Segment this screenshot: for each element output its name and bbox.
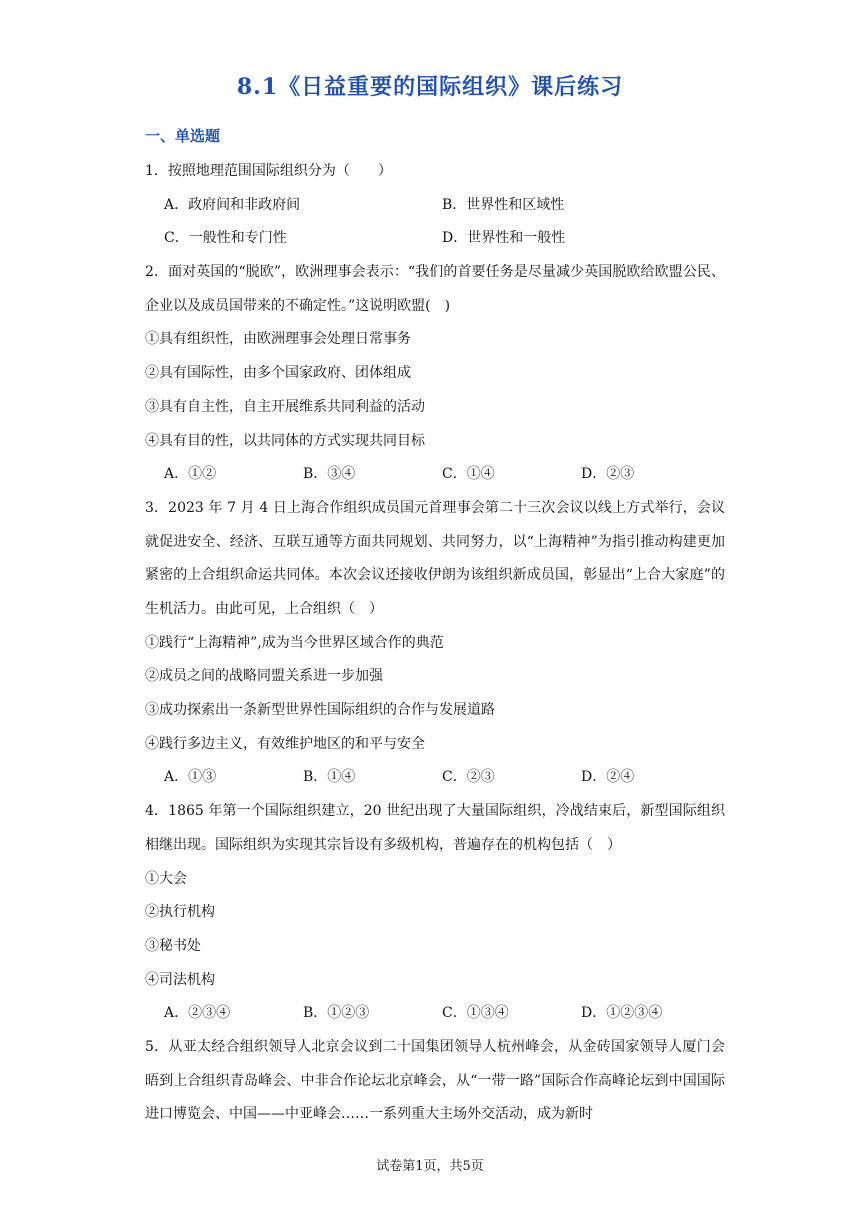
option-b: B．①④ xyxy=(303,769,356,786)
option-c: C．一般性和专门性 xyxy=(164,230,287,247)
statement-item: ③具有自主性，自主开展维系共同利益的活动 xyxy=(145,398,425,415)
option-d: D．②③ xyxy=(581,466,635,483)
option-c: C．①④ xyxy=(442,466,495,483)
option-c: C．②③ xyxy=(442,769,495,786)
section-heading: 一、单选题 xyxy=(145,127,221,145)
option-c: C．①③④ xyxy=(442,1005,509,1022)
statement-item: ④践行多边主义，有效维护地区的和平与安全 xyxy=(145,735,425,752)
option-b: B．①②③ xyxy=(303,1005,370,1022)
statement-item: ④具有目的性，以共同体的方式实现共同目标 xyxy=(145,432,425,449)
option-d: D．世界性和一般性 xyxy=(442,230,566,247)
statement-item: ③成功探索出一条新型世界性国际组织的合作与发展道路 xyxy=(145,702,495,719)
option-row xyxy=(145,458,725,492)
option-a: A．①③ xyxy=(164,769,217,786)
option-a: A．②③④ xyxy=(164,1005,231,1022)
statement-item: ①大会 xyxy=(145,870,187,887)
option-row xyxy=(145,997,725,1031)
page-footer: 试卷第1页，共5页 xyxy=(376,1159,484,1174)
question-stem: 3．2023 年 7 月 4 日上海合作组织成员国元首理事会第二十三次会议以线上方式举行，会议就促进安全、经济、互联互通等方面共同规划、共同努力，以“上海精神”为指引推动构建更加紧密的上合组织命运共同体。本次会议还接收伊朗为该组织新成员国，彰显出“上合大家庭”的生机活力。由此可见，上合组织（ ） xyxy=(145,499,725,618)
question-stem: 4．1865 年第一个国际组织建立，20 世纪出现了大量国际组织，冷战结束后，新型国际组织相继出现。国际组织为实现其宗旨设有多级机构，普遍存在的机构包括（ ） xyxy=(145,803,725,853)
option-row xyxy=(145,222,725,256)
statement-item: ②具有国际性，由多个国家政府、团体组成 xyxy=(145,365,411,382)
statement-item: ④司法机构 xyxy=(145,971,215,988)
option-b: B．③④ xyxy=(303,466,356,483)
option-a: A．①② xyxy=(164,466,217,483)
statement-item: ②执行机构 xyxy=(145,904,215,921)
question-stem: 5．从亚太经合组织领导人北京会议到二十国集团领导人杭州峰会，从金砖国家领导人厦门会晤到上合组织青岛峰会、中非合作论坛北京峰会，从“一带一路”国际合作高峰论坛到中国国际进口博览会、中国——中亚峰会……一系列重大主场外交活动，成为新时 xyxy=(145,1039,725,1123)
question-stem: 1．按照地理范围国际组织分为（ ） xyxy=(145,163,392,179)
option-a: A．政府间和非政府间 xyxy=(164,196,301,213)
statement-item: ②成员之间的战略同盟关系进一步加强 xyxy=(145,668,383,685)
statement-item: ①践行“上海精神”,成为当今世界区域合作的典范 xyxy=(145,634,444,651)
option-d: D．②④ xyxy=(581,769,635,786)
statement-item: ③秘书处 xyxy=(145,937,201,954)
option-b: B．世界性和区域性 xyxy=(442,196,565,213)
page-title: 8.1《日益重要的国际组织》课后练习 xyxy=(236,74,624,100)
option-row xyxy=(145,189,725,223)
option-row xyxy=(145,761,725,795)
question-list xyxy=(145,155,725,1132)
question-stem: 2．面对英国的“脱欧”，欧洲理事会表示：“我们的首要任务是尽量减少英国脱欧给欧盟公民、企业以及成员国带来的不确定性。”这说明欧盟( ) xyxy=(145,264,725,314)
statement-item: ①具有组织性，由欧洲理事会处理日常事务 xyxy=(145,331,411,348)
option-d: D．①②③④ xyxy=(581,1005,663,1022)
